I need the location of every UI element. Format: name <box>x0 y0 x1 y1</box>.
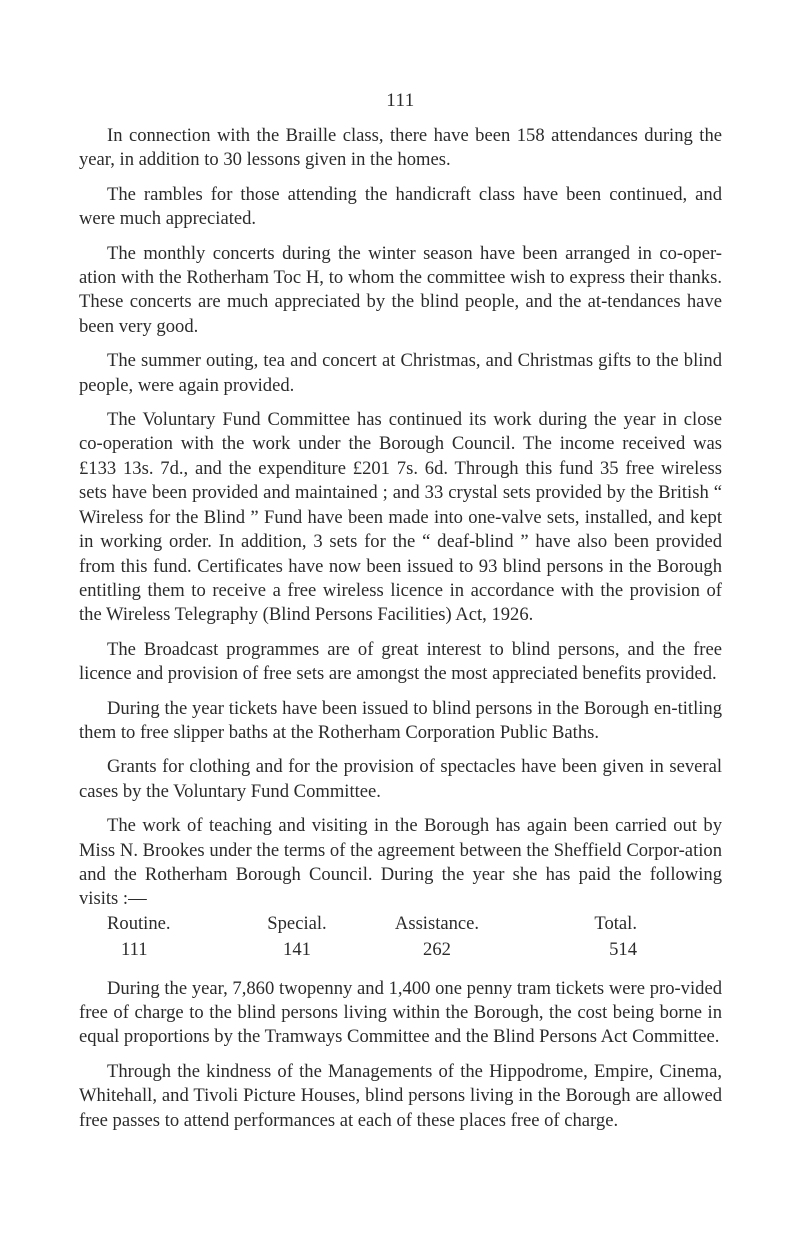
paragraph-slipper-baths: During the year tickets have been issued to blind persons in the Borough en-titling them to free slipper baths at the Rotherham Corporation Public Baths. <box>79 697 722 743</box>
paragraph-grants-clothing: Grants for clothing and for the provision of spectacles have been given in several cases by the Voluntary Fund Committee. <box>79 756 722 802</box>
paragraph-monthly-concerts: The monthly concerts during the winter season have been arranged in co-oper-ation with the Rotherham Toc H, to whom the committee wish to express their thanks. These concerts are much appreciated by the blind people, and the at-tendances have been very good. <box>79 242 722 337</box>
paragraph-braille-class: In connection with the Braille class, there have been 158 attendances during the year, in addition to 30 lessons given in the homes. <box>79 125 722 171</box>
visits-value-routine: 111 <box>121 939 148 961</box>
visits-header-special: Special. <box>267 912 327 934</box>
paragraph-free-passes: Through the kindness of the Managements of the Hippodrome, Empire, Cinema, Whitehall, and Tivoli Picture Houses, blind persons living in the Borough are allowed free passes to attend performances at each of these places free of charge. <box>79 1060 722 1131</box>
visits-value-total: 514 <box>609 939 637 961</box>
visits-header-assistance: Assistance. <box>394 912 480 934</box>
visits-header-total: Total. <box>594 912 637 934</box>
paragraph-broadcast: The Broadcast programmes are of great interest to blind persons, and the free licence and provision of free sets are amongst the most appreciated benefits provided. <box>79 638 722 685</box>
paragraph-tram-tickets: During the year, 7,860 twopenny and 1,400 one penny tram tickets were pro-vided free of charge to the blind persons living within the Borough, the cost being borne in equal proportions by the Tramways Committee and the Blind Persons Act Committee. <box>79 977 722 1048</box>
paragraph-rambles: The rambles for those attending the handicraft class have been continued, and were much appreciated. <box>79 183 722 230</box>
visits-value-special: 141 <box>283 939 311 961</box>
visits-value-assistance: 262 <box>423 939 451 961</box>
visits-header-routine: Routine. <box>107 912 171 934</box>
body-text <box>79 124 722 1143</box>
paragraph-voluntary-fund: The Voluntary Fund Committee has continued its work during the year in close co-operation with the work under the Borough Council. The income received was £133 13s. 7d., and the expenditure £201 7s. 6d. Through this fund 35 free wireless sets have been provided and maintained ; and 33 crystal sets provided by the British “ Wireless for the Blind ” Fund have been made into one-valve sets, installed, and kept in working order. In addition, 3 sets for the “ deaf-blind ” have also been provided from this fund. Certificates have now been issued to 93 blind persons in the Borough entitling them to receive a free wireless licence in accordance with the provision of the Wireless Telegraphy (Blind Persons Facilities) Act, 1926. <box>79 409 722 626</box>
page-number: 111 <box>386 90 415 111</box>
paragraph-teaching-visiting: The work of teaching and visiting in the Borough has again been carried out by Miss N. Brookes under the terms of the agreement between the Sheffield Corpor-ation and the Rotherham Borough Council. During the year she has paid the following visits :— <box>79 815 722 910</box>
visits-table <box>79 912 707 963</box>
paragraph-summer-outing: The summer outing, tea and concert at Christmas, and Christmas gifts to the blind people, were again provided. <box>79 350 722 396</box>
